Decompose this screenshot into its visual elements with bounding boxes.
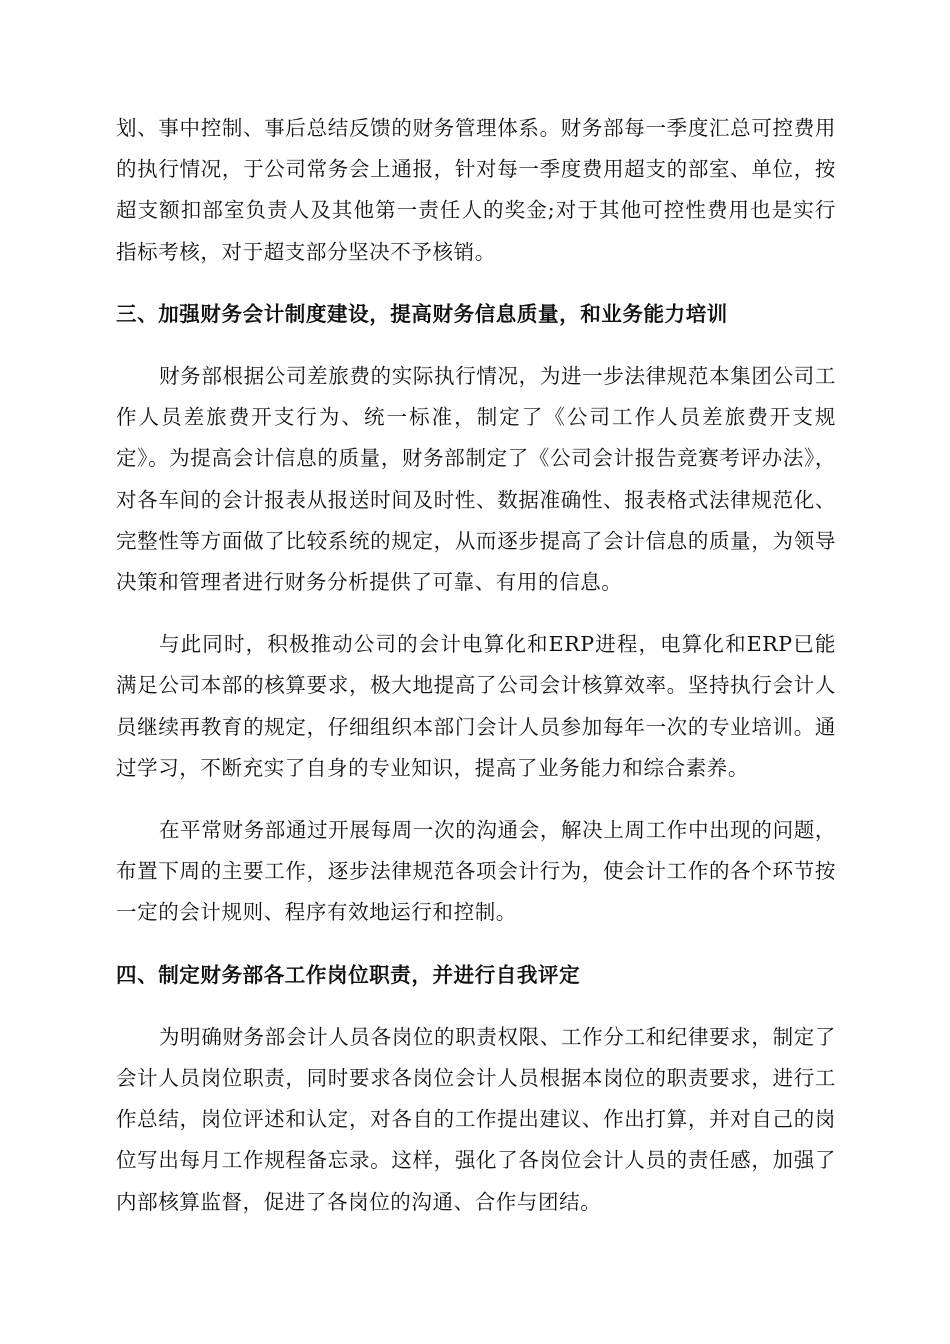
- heading-section-three: 三、加强财务会计制度建设，提高财务信息质量，和业务能力培训: [116, 301, 728, 326]
- paragraph-erp-training: 与此同时，积极推动公司的会计电算化和ERP进程，电算化和ERP已能满足公司本部的核算要求，极大地提高了公司会计核算效率。坚持执行会计人员继续再教育的规定，仔细组织本部门会计人员参加每年一次的专业培训。通过学习，不断充实了自身的专业知识，提高了业务能力和综合素养。: [116, 632, 836, 780]
- document-body: [116, 108, 836, 1223]
- paragraph-management-system: 划、事中控制、事后总结反馈的财务管理体系。财务部每一季度汇总可控费用的执行情况，于公司常务会上通报，针对每一季度费用超支的部室、单位，按超支额扣部室负责人及其他第一责任人的奖金;对于其他可控性费用也是实行指标考核，对于超支部分坚决不予核销。: [116, 116, 836, 264]
- paragraph-weekly-meeting: 在平常财务部通过开展每周一次的沟通会，解决上周工作中出现的问题，布置下周的主要工作，逐步法律规范各项会计行为，使会计工作的各个环节按一定的会计规则、程序有效地运行和控制。: [116, 818, 836, 925]
- paragraph-job-responsibilities: 为明确财务部会计人员各岗位的职责权限、工作分工和纪律要求，制定了会计人员岗位职责，同时要求各岗位会计人员根据本岗位的职责要求，进行工作总结，岗位评述和认定，对各自的工作提出建议、作出打算，并对自己的岗位写出每月工作规程备忘录。这样，强化了各岗位会计人员的责任感，加强了内部核算监督，促进了各岗位的沟通、合作与团结。: [116, 1024, 836, 1214]
- paragraph-travel-expense-rules: 财务部根据公司差旅费的实际执行情况，为进一步法律规范本集团公司工作人员差旅费开支行为、统一标准，制定了《公司工作人员差旅费开支规定》。为提高会计信息的质量，财务部制定了《公司会计报告竞赛考评办法》，对各车间的会计报表从报送时间及时性、数据准确性、报表格式法律规范化、完整性等方面做了比较系统的规定，从而逐步提高了会计信息的质量，为领导决策和管理者进行财务分析提供了可靠、有用的信息。: [116, 364, 836, 595]
- heading-section-four: 四、制定财务部各工作岗位职责，并进行自我评定: [116, 962, 581, 987]
